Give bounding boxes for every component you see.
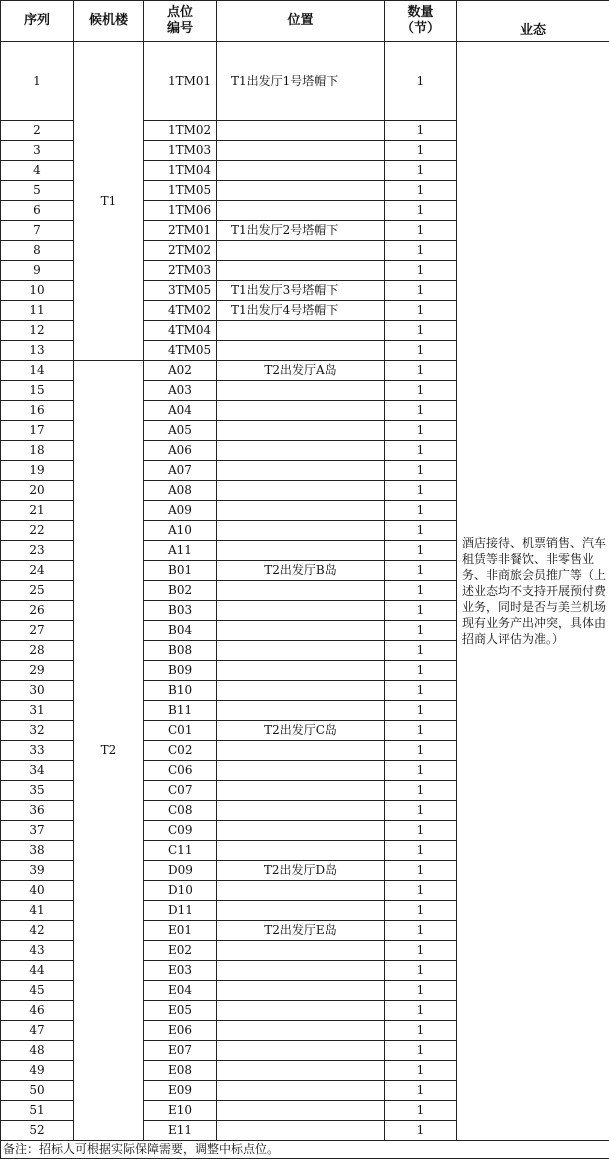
position-cell <box>217 321 385 341</box>
qty-cell: 1 <box>385 341 457 361</box>
code-cell: A04 <box>144 401 217 421</box>
seq-cell: 23 <box>1 541 74 561</box>
position-cell: T2出发厅E岛 <box>217 921 385 941</box>
code-cell: B10 <box>144 681 217 701</box>
header-position: 位置 <box>217 1 385 42</box>
code-cell: D11 <box>144 901 217 921</box>
qty-cell: 1 <box>385 1021 457 1041</box>
qty-cell: 1 <box>385 1001 457 1021</box>
code-cell: A03 <box>144 381 217 401</box>
code-cell: E04 <box>144 981 217 1001</box>
code-cell: 3TM05 <box>144 281 217 301</box>
seq-cell: 37 <box>1 821 74 841</box>
header-terminal: 候机楼 <box>74 1 144 42</box>
seq-cell: 20 <box>1 481 74 501</box>
code-cell: D09 <box>144 861 217 881</box>
code-cell: B01 <box>144 561 217 581</box>
terminal-cell-t2: T2 <box>74 361 144 1141</box>
seq-cell: 34 <box>1 761 74 781</box>
seq-cell: 50 <box>1 1081 74 1101</box>
qty-cell: 1 <box>385 841 457 861</box>
position-cell <box>217 641 385 661</box>
position-cell: T1出发厅2号塔帽下 <box>217 221 385 241</box>
qty-cell: 1 <box>385 1081 457 1101</box>
qty-cell: 1 <box>385 521 457 541</box>
position-cell <box>217 1081 385 1101</box>
position-cell: T2出发厅A岛 <box>217 361 385 381</box>
position-cell: T2出发厅B岛 <box>217 561 385 581</box>
seq-cell: 52 <box>1 1121 74 1141</box>
code-cell: E02 <box>144 941 217 961</box>
code-cell: B08 <box>144 641 217 661</box>
position-cell <box>217 961 385 981</box>
position-cell <box>217 341 385 361</box>
seq-cell: 36 <box>1 801 74 821</box>
code-cell: 1TM02 <box>144 121 217 141</box>
seq-cell: 43 <box>1 941 74 961</box>
seq-cell: 42 <box>1 921 74 941</box>
position-cell <box>217 1101 385 1121</box>
qty-cell: 1 <box>385 561 457 581</box>
position-cell <box>217 941 385 961</box>
code-cell: A10 <box>144 521 217 541</box>
seq-cell: 8 <box>1 241 74 261</box>
code-cell: 2TM03 <box>144 261 217 281</box>
code-cell: C08 <box>144 801 217 821</box>
seq-cell: 29 <box>1 661 74 681</box>
position-cell <box>217 581 385 601</box>
qty-cell: 1 <box>385 201 457 221</box>
qty-cell: 1 <box>385 281 457 301</box>
code-cell: A09 <box>144 501 217 521</box>
code-cell: A06 <box>144 441 217 461</box>
seq-cell: 7 <box>1 221 74 241</box>
seq-cell: 48 <box>1 1041 74 1061</box>
header-business: 业态 <box>457 1 609 42</box>
code-cell: E10 <box>144 1101 217 1121</box>
qty-cell: 1 <box>385 761 457 781</box>
qty-cell: 1 <box>385 1041 457 1061</box>
qty-cell: 1 <box>385 381 457 401</box>
qty-cell: 1 <box>385 941 457 961</box>
code-cell: C09 <box>144 821 217 841</box>
position-cell <box>217 421 385 441</box>
code-cell: 1TM06 <box>144 201 217 221</box>
seq-cell: 15 <box>1 381 74 401</box>
seq-cell: 4 <box>1 161 74 181</box>
position-cell <box>217 261 385 281</box>
position-cell: T1出发厅3号塔帽下 <box>217 281 385 301</box>
qty-cell: 1 <box>385 481 457 501</box>
qty-cell: 1 <box>385 801 457 821</box>
qty-cell: 1 <box>385 181 457 201</box>
seq-cell: 21 <box>1 501 74 521</box>
position-cell <box>217 181 385 201</box>
qty-cell: 1 <box>385 901 457 921</box>
position-cell <box>217 661 385 681</box>
seq-cell: 12 <box>1 321 74 341</box>
position-cell <box>217 401 385 421</box>
code-cell: A11 <box>144 541 217 561</box>
seq-cell: 30 <box>1 681 74 701</box>
position-cell <box>217 841 385 861</box>
position-cell <box>217 121 385 141</box>
seq-cell: 22 <box>1 521 74 541</box>
code-cell: E01 <box>144 921 217 941</box>
qty-cell: 1 <box>385 961 457 981</box>
position-cell <box>217 501 385 521</box>
position-cell: T1出发厅4号塔帽下 <box>217 301 385 321</box>
position-cell <box>217 701 385 721</box>
qty-cell: 1 <box>385 681 457 701</box>
seq-cell: 45 <box>1 981 74 1001</box>
code-cell: B04 <box>144 621 217 641</box>
qty-cell: 1 <box>385 42 457 121</box>
position-cell: T2出发厅D岛 <box>217 861 385 881</box>
qty-cell: 1 <box>385 1101 457 1121</box>
qty-cell: 1 <box>385 981 457 1001</box>
seq-cell: 14 <box>1 361 74 381</box>
seq-cell: 38 <box>1 841 74 861</box>
seq-cell: 41 <box>1 901 74 921</box>
qty-cell: 1 <box>385 661 457 681</box>
code-cell: C11 <box>144 841 217 861</box>
position-cell <box>217 1041 385 1061</box>
code-cell: E07 <box>144 1041 217 1061</box>
code-cell: 1TM03 <box>144 141 217 161</box>
seq-cell: 5 <box>1 181 74 201</box>
position-cell <box>217 141 385 161</box>
qty-cell: 1 <box>385 301 457 321</box>
position-cell <box>217 1021 385 1041</box>
qty-cell: 1 <box>385 741 457 761</box>
terminal-cell-t1: T1 <box>74 42 144 361</box>
code-cell: 1TM01 <box>144 42 217 121</box>
qty-cell: 1 <box>385 1121 457 1141</box>
position-cell <box>217 1121 385 1141</box>
code-cell: 1TM05 <box>144 181 217 201</box>
seq-cell: 51 <box>1 1101 74 1121</box>
code-cell: A08 <box>144 481 217 501</box>
qty-cell: 1 <box>385 721 457 741</box>
position-cell <box>217 601 385 621</box>
seq-cell: 47 <box>1 1021 74 1041</box>
seq-cell: 25 <box>1 581 74 601</box>
position-cell <box>217 681 385 701</box>
position-cell <box>217 241 385 261</box>
qty-cell: 1 <box>385 421 457 441</box>
seq-cell: 33 <box>1 741 74 761</box>
code-cell: D10 <box>144 881 217 901</box>
qty-cell: 1 <box>385 501 457 521</box>
position-cell <box>217 541 385 561</box>
position-cell <box>217 481 385 501</box>
position-cell: T1出发厅1号塔帽下 <box>217 42 385 121</box>
code-cell: E11 <box>144 1121 217 1141</box>
code-cell: B09 <box>144 661 217 681</box>
code-cell: A05 <box>144 421 217 441</box>
position-cell <box>217 781 385 801</box>
qty-cell: 1 <box>385 821 457 841</box>
header-qty: 数量 （节） <box>385 1 457 42</box>
position-cell <box>217 801 385 821</box>
seq-cell: 44 <box>1 961 74 981</box>
seq-cell: 19 <box>1 461 74 481</box>
code-cell: 4TM02 <box>144 301 217 321</box>
position-cell <box>217 901 385 921</box>
seq-cell: 46 <box>1 1001 74 1021</box>
code-cell: C07 <box>144 781 217 801</box>
qty-cell: 1 <box>385 781 457 801</box>
seq-cell: 16 <box>1 401 74 421</box>
qty-cell: 1 <box>385 261 457 281</box>
table-row <box>1 42 609 121</box>
position-cell <box>217 741 385 761</box>
seq-cell: 35 <box>1 781 74 801</box>
qty-cell: 1 <box>385 701 457 721</box>
qty-cell: 1 <box>385 881 457 901</box>
note-text: 备注：招标人可根据实际保障需要，调整中标点位。 <box>1 1141 609 1159</box>
code-cell: E05 <box>144 1001 217 1021</box>
position-cell <box>217 761 385 781</box>
qty-cell: 1 <box>385 581 457 601</box>
qty-cell: 1 <box>385 1061 457 1081</box>
qty-cell: 1 <box>385 321 457 341</box>
seq-cell: 10 <box>1 281 74 301</box>
qty-cell: 1 <box>385 221 457 241</box>
code-cell: A02 <box>144 361 217 381</box>
code-cell: E08 <box>144 1061 217 1081</box>
code-cell: B03 <box>144 601 217 621</box>
position-cell <box>217 461 385 481</box>
seq-cell: 3 <box>1 141 74 161</box>
position-cell <box>217 521 385 541</box>
qty-cell: 1 <box>385 441 457 461</box>
business-cell: 酒店接待、机票销售、汽车租赁等非餐饮、非零售业务、非商旅会员推广等（上述业态均不支持开展预付费业务，同时是否与美兰机场现有业务产出冲突，具体由招商人评估为准。） <box>457 42 609 1141</box>
seq-cell: 11 <box>1 301 74 321</box>
code-cell: 2TM01 <box>144 221 217 241</box>
code-cell: B02 <box>144 581 217 601</box>
qty-cell: 1 <box>385 861 457 881</box>
position-cell <box>217 381 385 401</box>
seq-cell: 2 <box>1 121 74 141</box>
seq-cell: 28 <box>1 641 74 661</box>
code-cell: 2TM02 <box>144 241 217 261</box>
qty-cell: 1 <box>385 241 457 261</box>
code-cell: 4TM04 <box>144 321 217 341</box>
qty-cell: 1 <box>385 601 457 621</box>
qty-cell: 1 <box>385 541 457 561</box>
seq-cell: 9 <box>1 261 74 281</box>
qty-cell: 1 <box>385 401 457 421</box>
seq-cell: 32 <box>1 721 74 741</box>
code-cell: C01 <box>144 721 217 741</box>
position-cell <box>217 1001 385 1021</box>
seq-cell: 31 <box>1 701 74 721</box>
qty-cell: 1 <box>385 141 457 161</box>
seq-cell: 6 <box>1 201 74 221</box>
seq-cell: 24 <box>1 561 74 581</box>
position-cell <box>217 621 385 641</box>
qty-cell: 1 <box>385 161 457 181</box>
code-cell: B11 <box>144 701 217 721</box>
qty-cell: 1 <box>385 921 457 941</box>
code-cell: A07 <box>144 461 217 481</box>
position-cell <box>217 881 385 901</box>
code-cell: 1TM04 <box>144 161 217 181</box>
qty-cell: 1 <box>385 641 457 661</box>
code-cell: E03 <box>144 961 217 981</box>
qty-cell: 1 <box>385 461 457 481</box>
seq-cell: 27 <box>1 621 74 641</box>
seq-cell: 13 <box>1 341 74 361</box>
code-cell: C02 <box>144 741 217 761</box>
seq-cell: 26 <box>1 601 74 621</box>
position-cell <box>217 821 385 841</box>
header-seq: 序列 <box>1 1 74 42</box>
position-cell <box>217 441 385 461</box>
seq-cell: 1 <box>1 42 74 121</box>
code-cell: E09 <box>144 1081 217 1101</box>
header-row <box>1 1 609 42</box>
seq-cell: 40 <box>1 881 74 901</box>
seq-cell: 49 <box>1 1061 74 1081</box>
code-cell: C06 <box>144 761 217 781</box>
qty-cell: 1 <box>385 621 457 641</box>
header-code: 点位 编号 <box>144 1 217 42</box>
seq-cell: 39 <box>1 861 74 881</box>
code-cell: E06 <box>144 1021 217 1041</box>
position-cell: T2出发厅C岛 <box>217 721 385 741</box>
code-cell: 4TM05 <box>144 341 217 361</box>
position-cell <box>217 161 385 181</box>
position-cell <box>217 981 385 1001</box>
qty-cell: 1 <box>385 121 457 141</box>
seq-cell: 17 <box>1 421 74 441</box>
qty-cell: 1 <box>385 361 457 381</box>
position-cell <box>217 201 385 221</box>
position-cell <box>217 1061 385 1081</box>
seq-cell: 18 <box>1 441 74 461</box>
